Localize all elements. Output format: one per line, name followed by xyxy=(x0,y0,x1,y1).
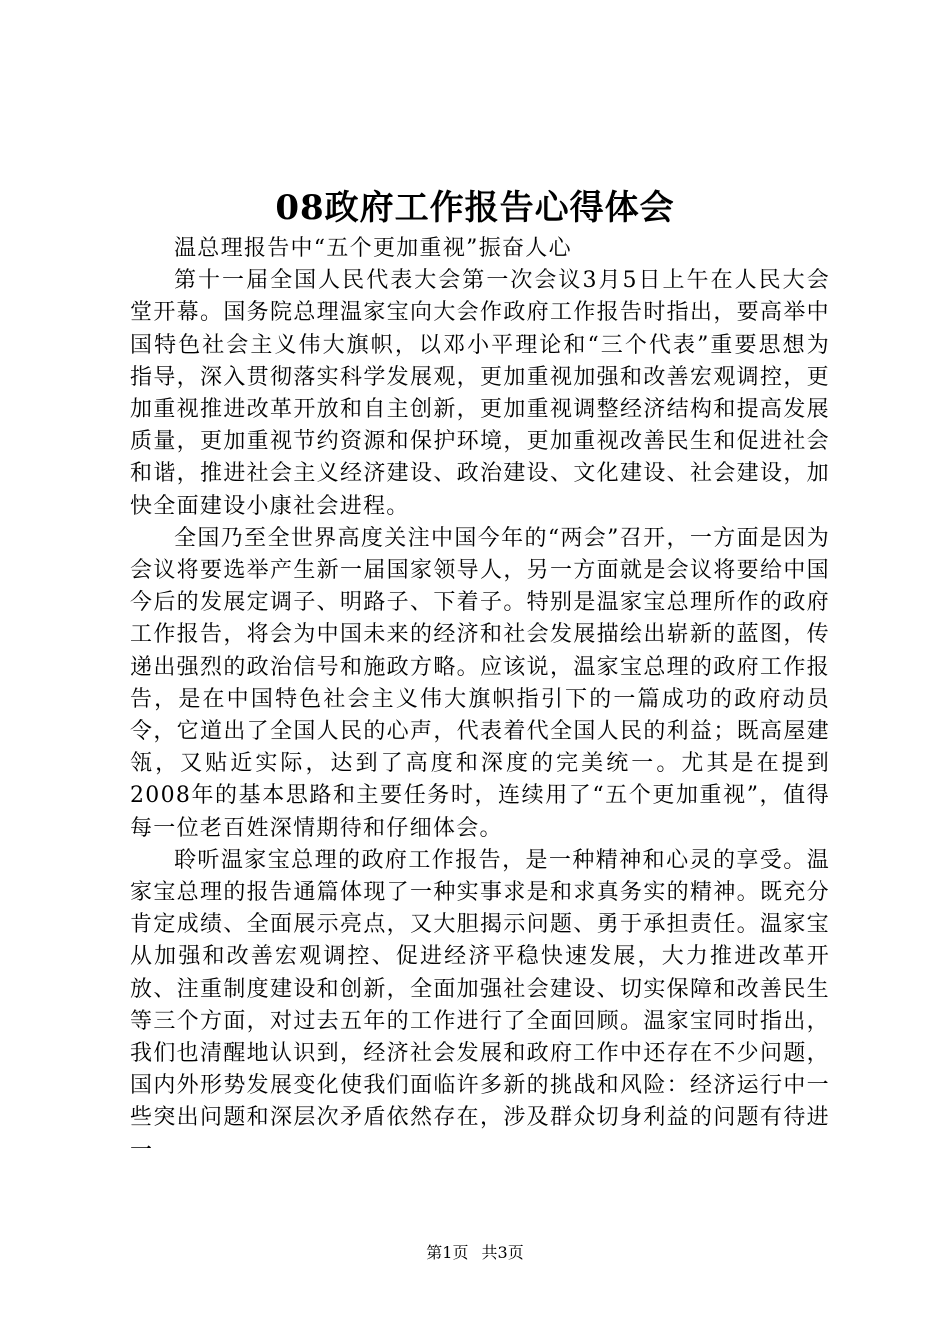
paragraph: 第十一届全国人民代表大会第一次会议3月5日上午在人民大会堂开幕。国务院总理温家宝向大会作政府工作报告时指出，要高举中国特色社会主义伟大旗帜，以邓小平理论和“三个代表”重要思想为指导，深入贯彻落实科学发展观，更加重视加强和改善宏观调控，更加重视推进改革开放和自主创新，更加重视调整经济结构和提高发展质量，更加重视节约资源和保护环境，更加重视改善民生和促进社会和谐，推进社会主义经济建设、政治建设、文化建设、社会建设，加快全面建设小康社会进程。 xyxy=(130,268,830,519)
document-body xyxy=(130,233,830,1167)
document-title: 08政府工作报告心得体会 xyxy=(275,188,675,228)
paragraph: 聆听温家宝总理的政府工作报告，是一种精神和心灵的享受。温家宝总理的报告通篇体现了一种实事求是和求真务实的精神。既充分肯定成绩、全面展示亮点，又大胆揭示问题、勇于承担责任。温家宝从加强和改善宏观调控、促进经济平稳快速发展，大力推进改革开放、注重制度建设和创新，全面加强社会建设、切实保障和改善民生等三个方面，对过去五年的工作进行了全面回顾。温家宝同时指出，我们也清醒地认识到，经济社会发展和政府工作中还存在不少问题，国内外形势发展变化使我们面临许多新的挑战和风险：经济运行中一些突出问题和深层次矛盾依然存在，涉及群众切身利益的问题有待进一 xyxy=(130,847,830,1163)
page-total: 共3页 xyxy=(481,1243,524,1262)
document-subtitle: 温总理报告中“五个更加重视”振奋人心 xyxy=(174,236,572,261)
page-number: 第1页 xyxy=(426,1243,469,1262)
page-footer xyxy=(0,1243,950,1263)
paragraph: 全国乃至全世界高度关注中国今年的“两会”召开，一方面是因为会议将要选举产生新一届国家领导人，另一方面就是会议将要给中国今后的发展定调子、明路子、下着子。特别是温家宝总理所作的政府工作报告，将会为中国未来的经济和社会发展描绘出崭新的蓝图，传递出强烈的政治信号和施政方略。应该说，温家宝总理的政府工作报告，是在中国特色社会主义伟大旗帜指引下的一篇成功的政府动员令，它道出了全国人民的心声，代表着代全国人民的利益；既高屋建瓴，又贴近实际，达到了高度和深度的完美统一。尤其是在提到2008年的基本思路和主要任务时，连续用了“五个更加重视”，值得每一位老百姓深情期待和仔细体会。 xyxy=(130,525,830,841)
